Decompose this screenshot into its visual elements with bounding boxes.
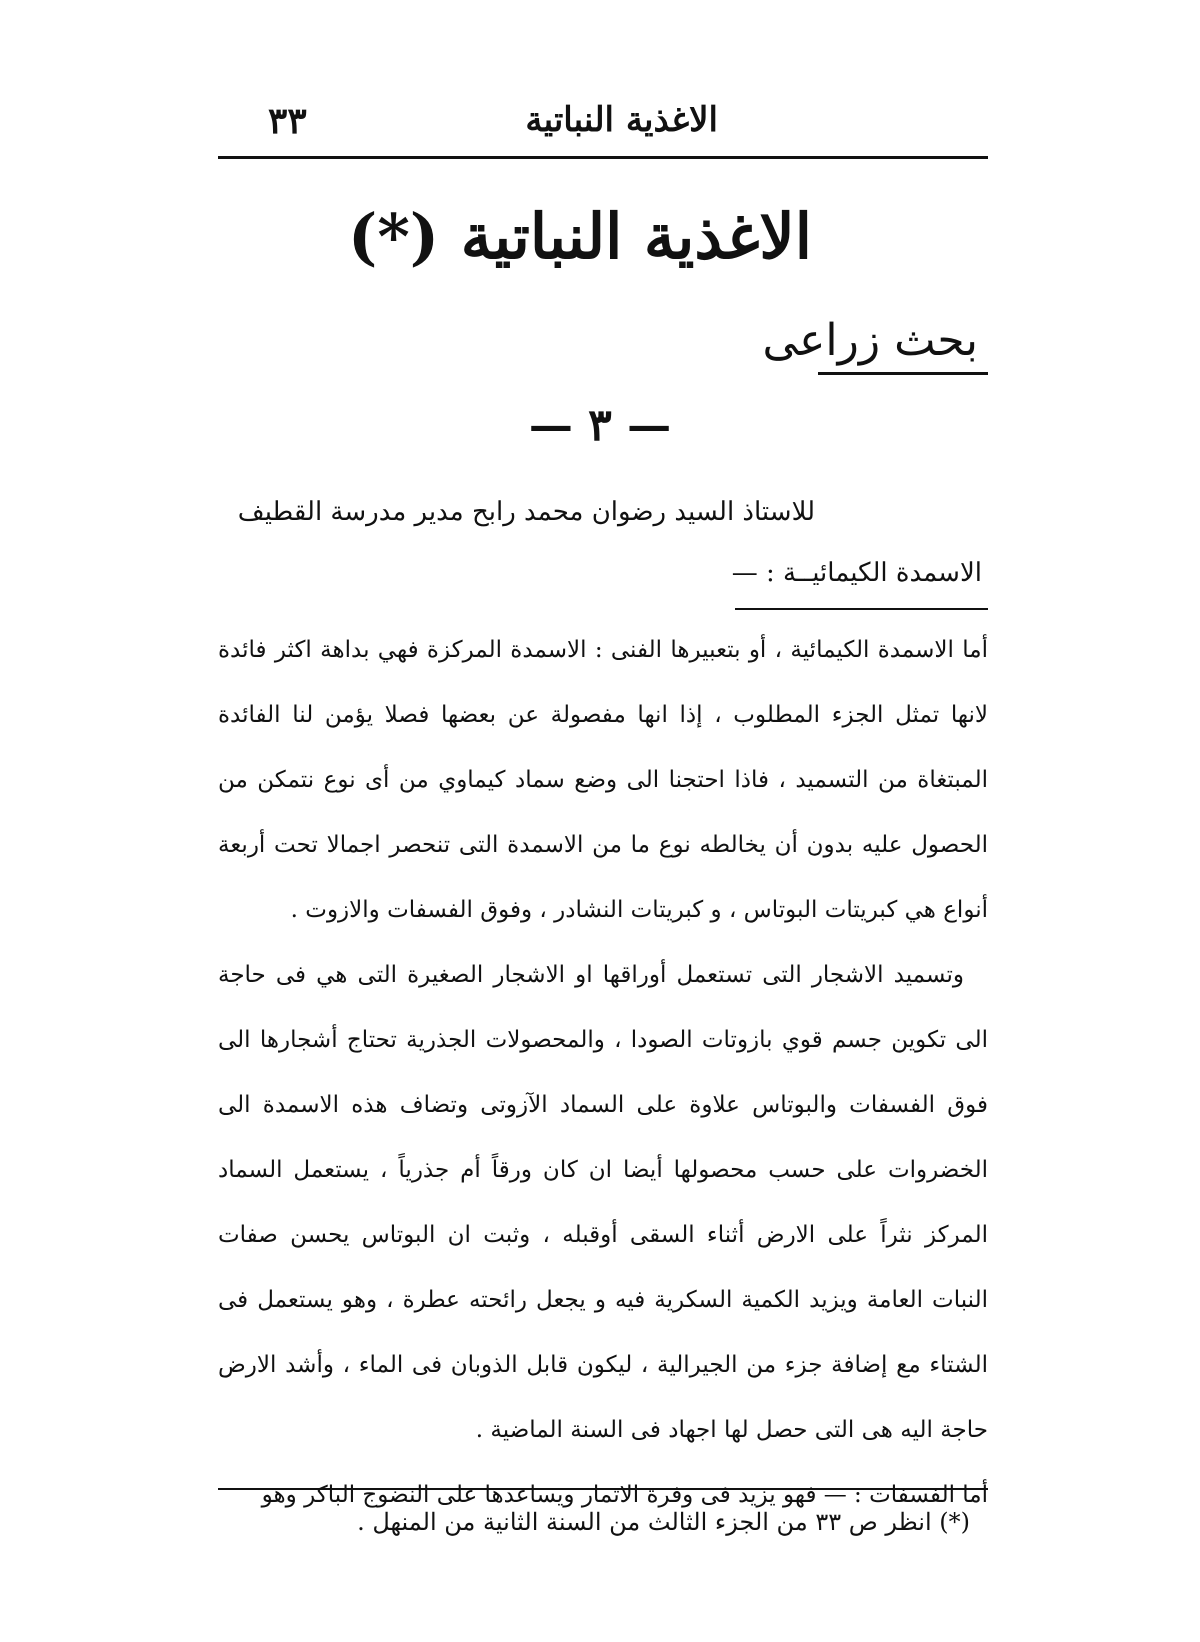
running-header [218,92,988,152]
section-heading-underline [735,608,988,610]
paragraph: أما الاسمدة الكيمائية ، أو بتعبيرها الفنى : الاسمدة المركزة فهي بداهة اكثر فائدة لانها تمثل الجزء المطلوب ، إذا انها مفصولة عن بعضها فصلا يؤمن لنا الفائدة المبتغاة من التسميد ، فاذا احتجنا الى وضع سماد كيماوي من أى نوع نتمكن من الحصول عليه بدون أن يخالطه نوع ما من الاسمدة التى تنحصر اجمالا تحت أربعة أنواع هي كبريتات البوتاس ، و كبريتات النشادر ، وفوق الفسفات والازوت . [218,637,988,923]
page-number: ٣٣ [268,100,307,142]
author-line: للاستاذ السيد رضوان محمد رابح مدير مدرسة القطيف [237,497,815,527]
paragraph: وتسميد الاشجار التى تستعمل أوراقها او الاشجار الصغيرة التى هي فى حاجة الى تكوين جسم قوي بازوتات الصودا ، والمحصولات الجذرية تحتاج أشجارها الى فوق الفسفات والبوتاس علاوة على السماد الآزوتى وتضاف هذه الاسمدة الى الخضروات على حسب محصولها أيضا ان كان ورقاً أم جذرياً ، يستعمل السماد المركز نثراً على الارض أثناء السقى أوقبله ، وثبت ان البوتاس يحسن صفات النبات العامة ويزيد الكمية السكرية فيه و يجعل رائحته عطرة ، وهو يستعمل فى الشتاء مع إضافة جزء من الجيرالية ، ليكون قابل الذوبان فى الماء ، وأشد الارض حاجة اليه هى التى حصل لها اجهاد فى السنة الماضية . [218,962,988,1443]
paragraph: أما الفسفات : — فهو يزيد فى وفرة الاثمار ويساعدها على النضوج الباكر وهو [261,1482,988,1508]
header-divider [218,156,988,159]
article-body [218,618,988,1528]
footnote-divider [218,1488,988,1490]
article-title: الاغذية النباتية (*) [348,200,812,273]
running-title: الاغذية النباتية [525,100,718,140]
footnote: (*) انظر ص ٣٣ من الجزء الثالث من السنة الثانية من المنهل . [357,1508,970,1536]
article-subtitle: بحث زراعى [762,315,978,366]
subtitle-underline [818,372,988,375]
part-number: — ٣ — [528,400,672,451]
section-heading: الاسمدة الكيمائيــة : — [731,558,982,588]
